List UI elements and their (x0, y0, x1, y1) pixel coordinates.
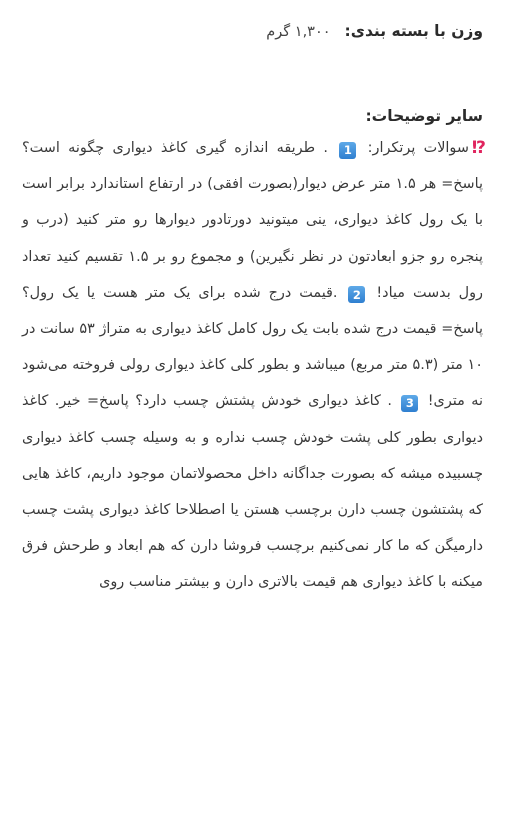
number-three-icon: 3 (401, 395, 418, 412)
weight-row (22, 22, 483, 56)
other-info-description (22, 130, 483, 601)
weight-label: وزن با بسته بندی: (344, 22, 483, 40)
faq-intro-text: سوالات پرتکرار: (359, 140, 469, 156)
question-exclamation-icon: ⁉ (471, 138, 483, 158)
number-one-icon: 1 (339, 142, 356, 159)
faq-answer-2-text: .قیمت درج شده برای یک متر هست یا یک رول؟ پاسخ= قیمت درج شده بابت یک رول کامل کاغذ دیواری به متراژ ۵۳ سانت در ۱۰ متر (۵.۳ متر مربع) میباشد و بطور کلی کاغذ دیواری رولی فروخته می‌شود نه متری! (22, 284, 483, 410)
faq-answer-1-text: . طریقه اندازه گیری کاغذ دیواری چگونه است؟ پاسخ= هر ۱.۵ متر عرض دیوار(بصورت افقی) در ارتفاع استاندارد برابر است با یک رول کاغذ دیواری، ینی میتونید دورتادور دیوارها رو متر کنید (درب و پنجره رو جزو ابعادتون در نظر نگیرین) و مجموع رو بر ۱.۵ تقسیم کنید تعداد رول بدست میاد! (22, 140, 484, 301)
faq-answer-3-text: . کاغذ دیواری خودش پشتش چسب دارد؟ پاسخ= خیر. کاغذ دیواری بطور کلی پشت خودش چسب نداره و به وسیله چسب کاغذ دیواری چسبیده میشه که بصورت جداگانه داخل محصولاتمان موجود داریم، کاغذ هایی که پشتشون چسب دارن برچسب هستن یا اصطلاحا کاغذ دیواری پشت چسب دارمیگن که ما کار نمی‌کنیم برچسب فروشا دارن که هم ابعاد و طرحش فرق میکنه با کاغذ دیواری هم قیمت بالاتری دارن و بیشتر مناسب روی (22, 393, 483, 591)
number-two-icon: 2 (348, 286, 365, 303)
other-info-title: سایر توضیحات: (365, 107, 483, 125)
weight-value: ۱,۳۰۰ گرم (266, 24, 331, 40)
